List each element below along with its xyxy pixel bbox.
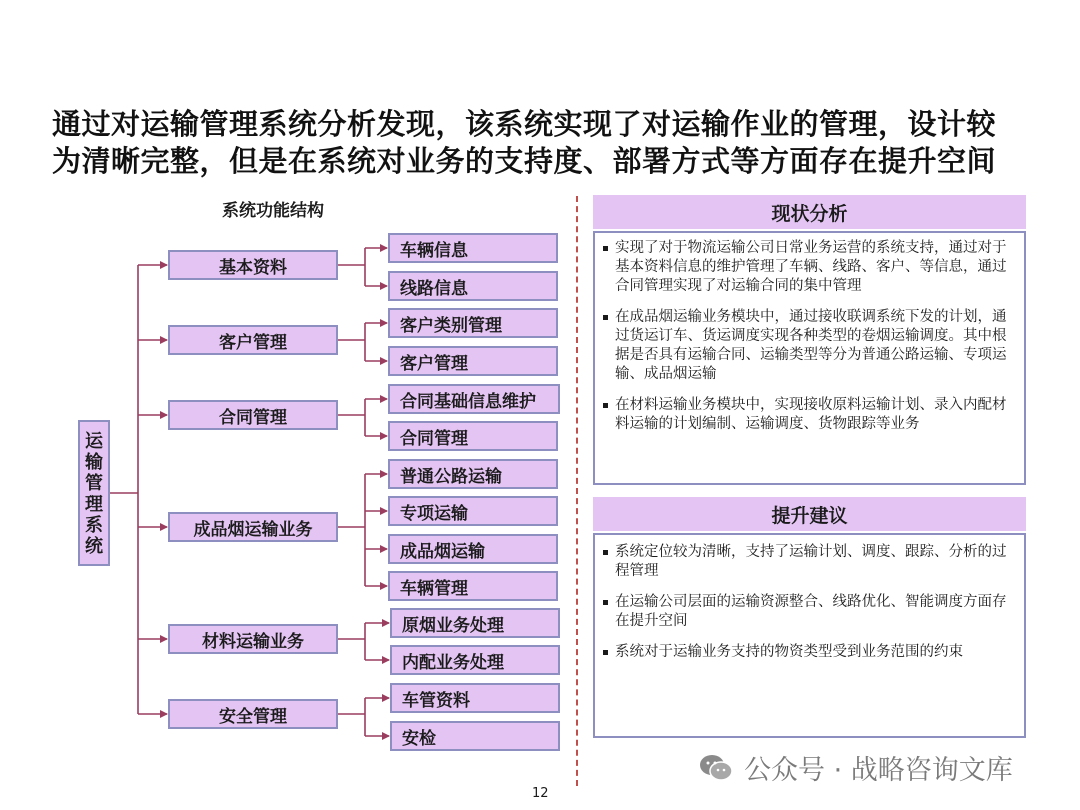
leaf-node: 客户管理 [388, 346, 558, 376]
suggestions-panel [593, 533, 1026, 738]
page-number: 12 [532, 786, 549, 801]
leaf-node: 内配业务处理 [390, 645, 560, 675]
title-line-1: 通过对运输管理系统分析发现，该系统实现了对运输作业的管理，设计较 [52, 107, 997, 141]
wechat-icon [698, 753, 734, 783]
group-node-safety-management: 安全管理 [168, 699, 338, 729]
leaf-node: 成品烟运输 [388, 534, 558, 564]
suggestions-heading: 提升建议 [593, 497, 1026, 531]
group-node-customer-management: 客户管理 [168, 325, 338, 355]
leaf-node: 原烟业务处理 [390, 608, 560, 638]
group-node-basic-data: 基本资料 [168, 250, 338, 280]
group-node-material-transport: 材料运输业务 [168, 624, 338, 654]
suggestion-point: 系统定位较为清晰，支持了运输计划、调度、跟踪、分析的过程管理 [603, 543, 1014, 581]
diagram-subtitle: 系统功能结构 [222, 201, 324, 221]
status-heading: 现状分析 [593, 195, 1026, 229]
watermark-text: 公众号 · 战略咨询文库 [744, 755, 1013, 786]
group-node-contract-management: 合同管理 [168, 400, 338, 430]
group-node-cigarette-transport: 成品烟运输业务 [168, 512, 338, 542]
status-point: 在材料运输业务模块中，实现接收原料运输计划、录入内配材料运输的计划编制、运输调度、货物跟踪等业务 [603, 396, 1014, 434]
leaf-node: 客户类别管理 [388, 308, 558, 338]
status-point: 在成品烟运输业务模块中，通过接收联调系统下发的计划，通过货运订车、货运调度实现各种类型的卷烟运输调度。其中根据是否具有运输合同、运输类型等分为普通公路运输、专项运输、成品烟运输 [603, 308, 1014, 384]
leaf-node: 合同管理 [388, 421, 558, 451]
watermark [698, 748, 1013, 787]
suggestion-point: 系统对于运输业务支持的物资类型受到业务范围的约束 [603, 643, 1014, 662]
leaf-node: 车管资料 [390, 683, 560, 713]
leaf-node: 车辆管理 [388, 571, 558, 601]
root-node: 运输管理系统 [78, 420, 110, 566]
section-divider [576, 196, 578, 786]
suggestion-point: 在运输公司层面的运输资源整合、线路优化、智能调度方面存在提升空间 [603, 593, 1014, 631]
title-line-2: 为清晰完整，但是在系统对业务的支持度、部署方式等方面存在提升空间 [52, 144, 997, 178]
leaf-node: 专项运输 [388, 496, 558, 526]
status-point: 实现了对于物流运输公司日常业务运营的系统支持，通过对于基本资料信息的维护管理了车辆、线路、客户、等信息，通过合同管理实现了对运输合同的集中管理 [603, 239, 1014, 296]
leaf-node: 合同基础信息维护 [388, 384, 560, 414]
leaf-node: 车辆信息 [388, 233, 558, 263]
status-panel [593, 231, 1026, 485]
leaf-node: 安检 [390, 721, 560, 751]
leaf-node: 普通公路运输 [388, 459, 558, 489]
leaf-node: 线路信息 [388, 271, 558, 301]
